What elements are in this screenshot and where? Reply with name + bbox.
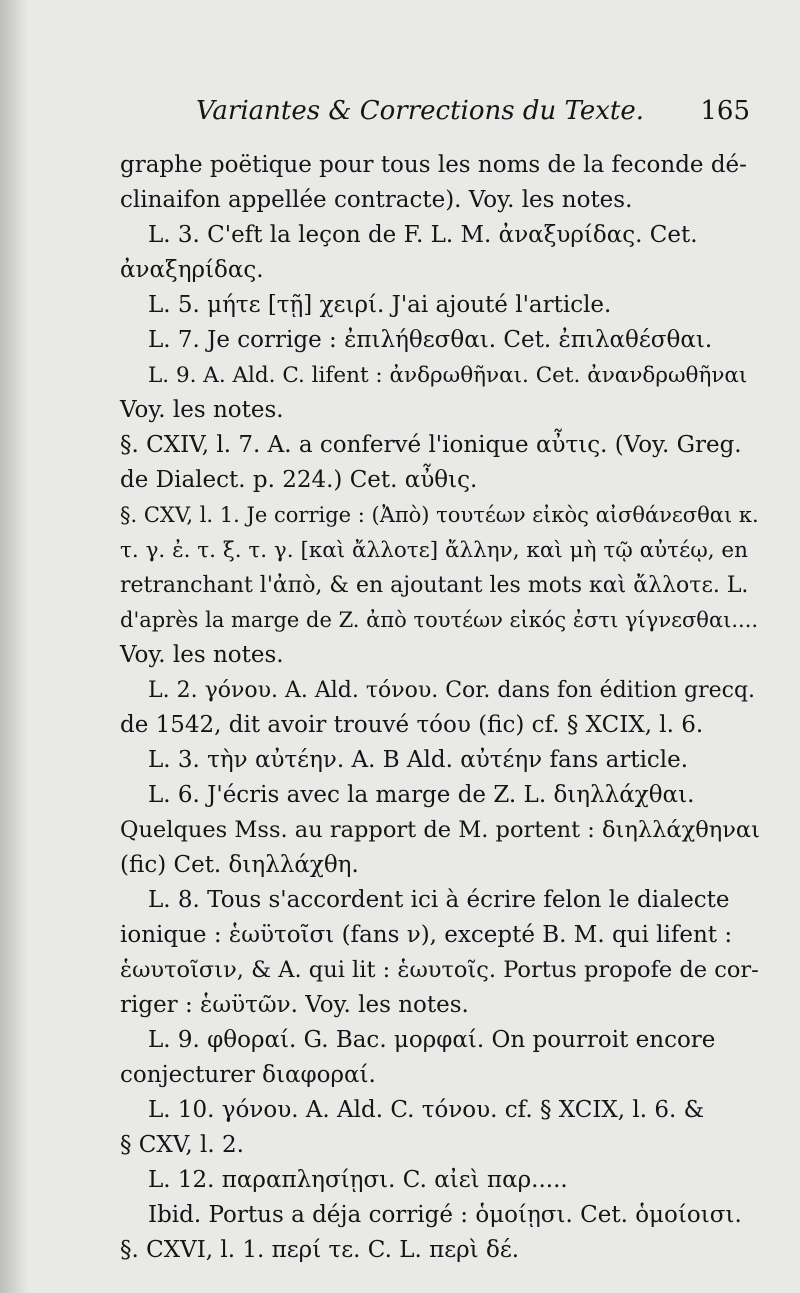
text-line: conjecturer διαφοραί. xyxy=(120,1062,376,1088)
text-line: Ibid. Portus a déja corrigé : ὁμοίῃσι. Cet. ὁμοίοισι. xyxy=(148,1202,742,1228)
text-line: L. 6. J'écris avec la marge de Z. L. διηλλάχθαι. xyxy=(148,782,695,808)
text-line: Quelques Mss. au rapport de M. portent : διηλλάχθηναι xyxy=(120,817,760,843)
text-line: L. 10. γόνου. A. Ald. C. τόνου. cf. § XCIX, l. 6. & xyxy=(148,1097,705,1123)
text-line: §. CXVI, l. 1. περί τε. C. L. περὶ δέ. xyxy=(120,1237,520,1263)
running-header xyxy=(196,96,750,136)
text-line: Voy. les notes. xyxy=(120,642,284,668)
text-line: ionique : ἑωϋτοῖσι (fans ν), excepté B. M. qui lifent : xyxy=(120,922,733,948)
text-line: L. 12. παραπλησίῃσι. C. αἰεὶ παρ..... xyxy=(148,1167,568,1193)
text-line: L. 3. C'eft la leçon de F. L. M. ἀναξυρίδας. Cet. xyxy=(148,222,698,248)
page-edge-shadow xyxy=(0,0,28,1293)
text-line: graphe poëtique pour tous les noms de la feconde dé- xyxy=(120,152,747,178)
text-line: retranchant l'ἀπὸ, & en ajoutant les mots καὶ ἄλλοτε. L. xyxy=(120,573,749,598)
text-body xyxy=(120,148,760,1268)
text-line: ἀναξηρίδας. xyxy=(120,257,264,283)
text-line: §. CXIV, l. 7. A. a confervé l'ionique αὖτις. (Voy. Greg. xyxy=(120,432,742,458)
text-line: L. 9. φθοραί. G. Bac. μορφαί. On pourroit encore xyxy=(148,1027,716,1053)
text-line: clinaifon appellée contracte). Voy. les notes. xyxy=(120,187,633,213)
text-line: L. 8. Tous s'accordent ici à écrire felon le dialecte xyxy=(148,887,730,913)
text-line: §. CXV, l. 1. Je corrige : (Ἀπὸ) τουτέων εἰκὸς αἰσθάνεσθαι κ. xyxy=(120,503,759,527)
page-number: 165 xyxy=(700,96,750,126)
text-line: τ. γ. ἐ. τ. ξ. τ. γ. [καὶ ἄλλοτε] ἄλλην, καὶ μὴ τῷ αὐτέῳ, en xyxy=(120,538,748,563)
running-title: Variantes & Corrections du Texte. xyxy=(196,96,644,126)
text-line: de Dialect. p. 224.) Cet. αὖθις. xyxy=(120,467,478,493)
text-line: L. 3. τὴν αὐτέην. A. B Ald. αὐτέην fans article. xyxy=(148,747,689,773)
text-line: d'après la marge de Z. ἀπὸ τουτέων εἰκός ἐστι γίγνεσθαι.... xyxy=(120,608,759,632)
text-line: ἑωυτοῖσιν, & A. qui lit : ἑωυτοῖς. Portus propofe de cor- xyxy=(120,957,759,983)
text-line: riger : ἑωϋτῶν. Voy. les notes. xyxy=(120,992,469,1018)
text-line: (fic) Cet. διηλλάχθη. xyxy=(120,852,359,878)
text-line: § CXV, l. 2. xyxy=(120,1132,244,1158)
text-line: L. 5. μήτε [τῇ] χειρί. J'ai ajouté l'article. xyxy=(148,292,612,318)
text-line: L. 7. Je corrige : ἐπιλήθεσθαι. Cet. ἐπιλαθέσθαι. xyxy=(148,327,713,353)
text-line: L. 2. γόνου. A. Ald. τόνου. Cor. dans fon édition grecq. xyxy=(148,678,756,703)
text-line: Voy. les notes. xyxy=(120,397,284,423)
text-line: L. 9. A. Ald. C. lifent : ἀνδρωθῆναι. Cet. ἀνανδρωθῆναι xyxy=(148,363,748,388)
text-line: de 1542, dit avoir trouvé τόου (fic) cf. § XCIX, l. 6. xyxy=(120,712,704,738)
